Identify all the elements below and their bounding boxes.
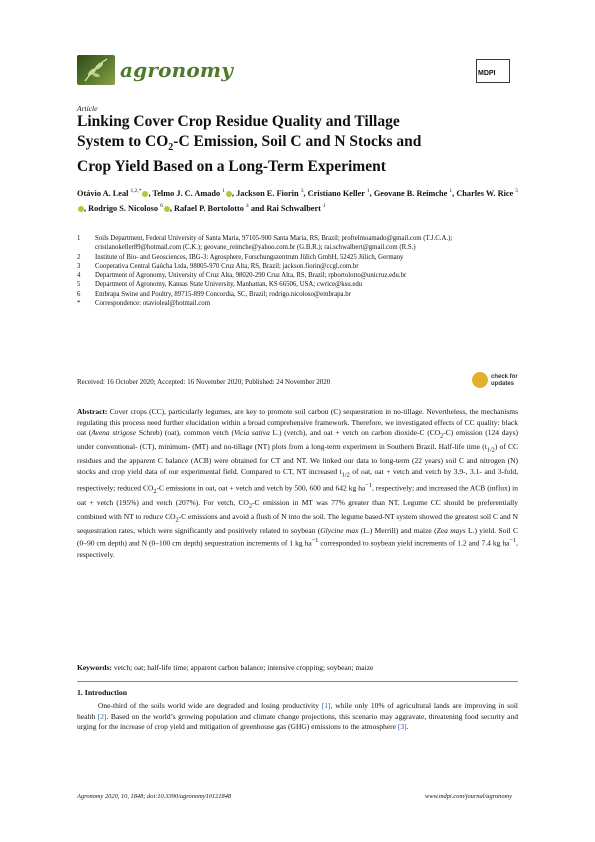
author-name: Rodrigo S. Nicoloso $^6$ <box>88 204 170 213</box>
author-affiliation-mark: 1 <box>366 188 370 194</box>
orcid-icon[interactable] <box>226 191 232 197</box>
affiliation-number: * <box>77 300 81 308</box>
journal-logo <box>77 55 115 85</box>
affiliation-item <box>77 280 517 289</box>
affiliation-text: Soils Department, Federal University of Santa Maria, 97105-900 Santa Maria, RS, Brazil; proftelmoamado@gmail.com (T.J.C.A.); cristianokeller89@hotmail.com (C.K.); geovane_reimche@yahoo.com.br (G.B.R.); rai.schwalbert@gmail.com (R.S.) <box>95 235 453 252</box>
paper-title <box>77 112 517 177</box>
orcid-icon[interactable] <box>142 191 148 197</box>
author-name: Otávio A. Leal $^{1,2,*}$ <box>77 189 148 198</box>
citation-link[interactable]: [1] <box>321 701 331 710</box>
article-type: Article <box>77 104 98 113</box>
affiliation-text: Embrapa Swine and Poultry, 89715-899 Concordia, SC, Brazil; rodrigo.nicoloso@embrapa.br <box>95 290 351 298</box>
author-affiliation-mark: 6 <box>160 202 163 209</box>
keywords: Keywords: vetch; oat; half-life time; apparent carbon balance; intensive cropping; soybean; maize <box>77 663 374 672</box>
affiliation-number: 3 <box>77 262 81 270</box>
footer-url[interactable]: www.mdpi.com/journal/agronomy <box>425 793 512 800</box>
affiliation-item <box>77 253 517 262</box>
citation-link[interactable]: [3] <box>397 722 407 732</box>
author-affiliation-mark: 3 <box>300 188 304 194</box>
check-updates-icon[interactable] <box>472 372 488 388</box>
publication-dates: Received: 16 October 2020; Accepted: 16 November 2020; Published: 24 November 2020 <box>77 378 331 386</box>
affiliation-number: 1 <box>77 235 81 242</box>
author-affiliation-mark: 1 <box>323 202 326 209</box>
section-heading: 1. Introduction <box>77 688 128 697</box>
author-name: Charles W. Rice $^5$ <box>77 189 518 213</box>
author-name: Telmo J. C. Amado $^1$ <box>152 189 232 198</box>
title-line: Linking Cover Crop Residue Quality and Tillage <box>77 113 400 130</box>
author-affiliation-mark: 4 <box>246 202 249 209</box>
affiliation-number: 4 <box>77 272 81 280</box>
check-updates-label[interactable]: check for updates <box>491 374 518 387</box>
author-list: Otávio A. Leal $^{1,2,*}$ , Telmo J. C. Amado $^1$ , Jackson E. Fiorin $^3$, Cristiano Keller $^1$, Geovane B. Reimche $^1$, Charles W. Rice $^5$, Rodrigo S. Nicoloso $^6$ , Rafael P. Bortolotto $^4$ and Rai Schwalbert $^1$ <box>77 188 519 213</box>
publisher-name: MDPI <box>478 70 496 77</box>
intro-paragraph: One-third of the soils world wide are degraded and losing productivity [1], while only 10% of agricultural lands are improving in soil health [2]. Based on the world’s growing population and climate change projections, this scenario may aggravate, threatening food security and urging for the increase of crop yield and mitigation of greenhouse gas (GHG) emissions to the atmosphere [3]. <box>77 701 518 732</box>
author-name: Cristiano Keller $^1$ <box>307 188 370 198</box>
affiliation-number: 5 <box>77 281 81 289</box>
affiliation-item <box>77 271 517 280</box>
affiliation-text: Cooperativa Central Gaúcha Ltda, 98005-970 Cruz Alta, RS, Brazil; jackson.fiorin@ccgl.com.br <box>95 262 359 270</box>
author-affiliation-mark: 1 <box>449 188 453 194</box>
affiliation-item <box>77 234 517 253</box>
affiliation-text: Correspondence: otavioleal@hotmail.com <box>95 300 210 308</box>
affiliation-item <box>77 262 517 271</box>
title-line: Crop Yield Based on a Long-Term Experiment <box>77 158 386 176</box>
author-name: Geovane B. Reimche $^1$ <box>373 188 453 198</box>
orcid-icon[interactable] <box>78 206 84 212</box>
footer-citation: Agronomy 2020, 10, 1848; doi:10.3390/agronomy10121848 <box>77 793 232 800</box>
author-name: Rafael P. Bortolotto $^4$ <box>173 202 249 213</box>
abstract: Abstract: Cover crops (CC), particularly legumes, are key to promote soil carbon (C) sequestration in no-tillage. Nevertheless, the mechanisms regulating this process need further elucidation within a broad comprehensive framework. Therefore, we investigated effects of CC quality: black oat (Avena strigose Schreb) (oat), common vetch (Vicia sativa L.) (vetch), and oat + vetch on carbon dioxide-C $(CO_2-C)$ emission (124 days) under conventional- (CT), minimum- (MT) and no-tillage (NT) plots from a long-term experiment in Southern Brazil. Half-life time $(t_{1/2})$ of CC residues and the apparent C balance (ACB) were obtained for CT and NT. We linked our data to long-term (22 years) soil C and nitrogen (N) stocks and crop yield data of our experimental field. Compared to CT, NT increased $t_{1/2}$ of oat, oat + vetch and vetch by 3.9-, 3.1- and 3-fold, respectively; reduced $CO_2-C$ emissions in oat, oat + vetch and vetch by 500, 600 and 642 kg $ha^{-1}$, respectively; and increased the ACB (influx) in oat + vetch (195%) and vetch (207%). For vetch, $CO_2-C$ emission in MT was 77% greater than NT. Legume CC should be preferentially combined with NT to reduce $CO_2-C$ emissions and avoid a flush of N into the soil. The legume based-NT system showed the greatest soil C and N sequestration rates, which were significantly and positively related to soybean (Glycine max (L.) Merrill) and maize (Zea mays L.) yield. Soil C (0–90 cm depth) and N (0–100 cm depth) sequestration increments of 1 kg $ha^{-1}$ corresponded to soybean yield increments of 1.2 and 7.4 kg $ha^{-1}$, respectively. <box>77 407 518 559</box>
affiliation-text: Department of Agronomy, University of Cruz Alta, 98020-290 Cruz Alta, RS, Brazil; rpbortolotto@unicruz.edu.br <box>95 272 407 280</box>
author-affiliation-mark: 1,2,* <box>130 188 142 194</box>
affiliations <box>77 234 517 308</box>
author-name: Rai Schwalbert $^1$ <box>266 202 326 213</box>
affiliation-text: Department of Agronomy, Kansas State University, Manhattan, KS 66506, USA; cwrice@ksu.edu <box>95 281 363 289</box>
citation-link[interactable]: [2] <box>97 711 107 721</box>
author-name: Jackson E. Fiorin $^3$ <box>236 188 304 198</box>
journal-name: agronomy <box>120 58 234 82</box>
author-affiliation-mark: 5 <box>515 188 519 194</box>
affiliation-item <box>77 299 517 308</box>
orcid-icon[interactable] <box>164 206 170 212</box>
affiliation-number: 2 <box>77 253 81 261</box>
section-divider <box>77 681 518 682</box>
affiliation-text: Institute of Bio- and Geosciences, IBG-3: Agrosphere, Forschungszentrum Jülich GmbH, 52425 Jülich, Germany <box>95 253 404 261</box>
title-line: System to $CO_2-C$ Emission, Soil C and N Stocks and <box>77 132 422 153</box>
author-affiliation-mark: 1 <box>222 188 225 194</box>
affiliation-item <box>77 290 517 299</box>
affiliation-number: 6 <box>77 290 81 298</box>
